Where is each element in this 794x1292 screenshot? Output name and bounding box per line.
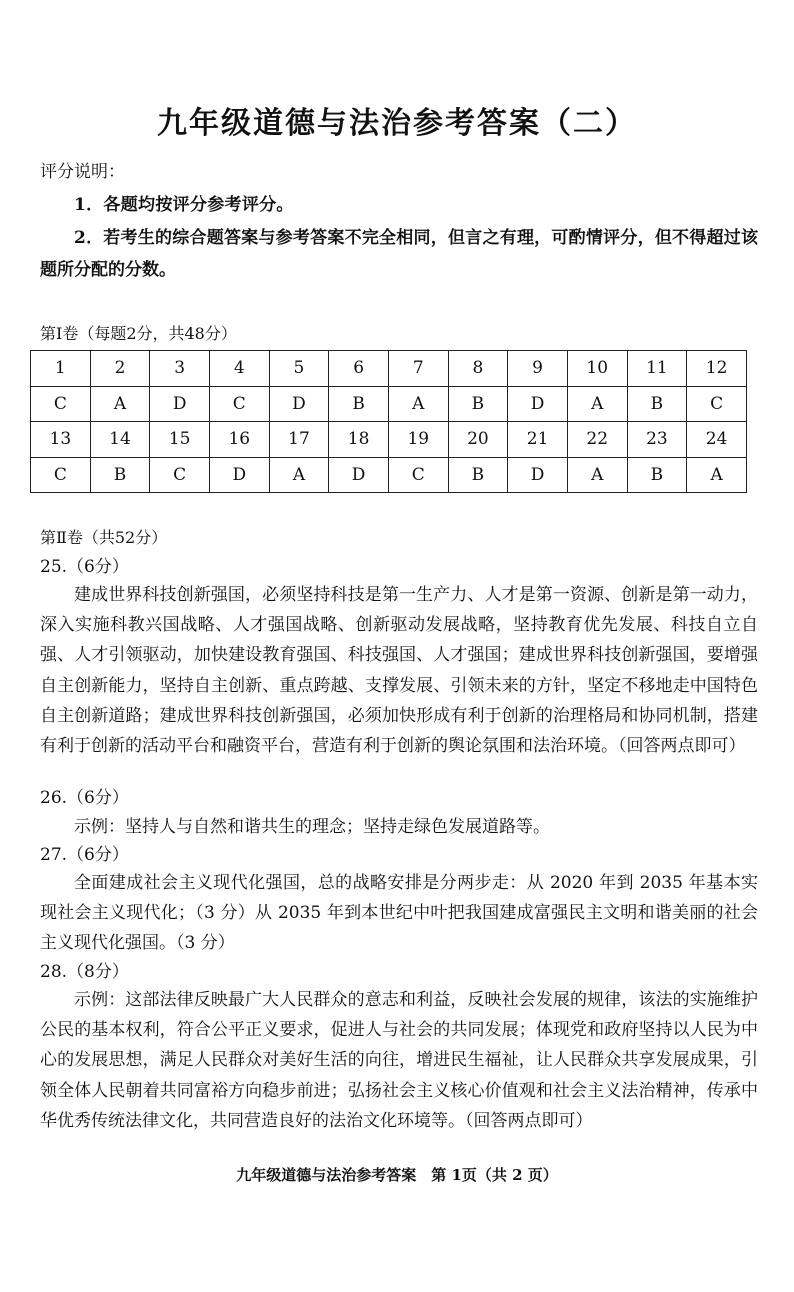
question-28-answer: 示例：这部法律反映最广大人民群众的意志和利益，反映社会发展的规律，该法的实施维护公民的基本权利，符合公平正义要求，促进人与社会的共同发展；体现党和政府坚持以人民为中心的发展思想，满足人民群众对美好生活的向往，增进民生福祉，让人民群众共享发展成果，引领全体人民朝着共同富裕方向稳步前进；弘扬社会主义核心价值观和社会主义法治精神，传承中华优秀传统法律文化，共同营造良好的法治文化环境等。（回答两点即可）: [40, 990, 758, 1131]
table-cell: B: [627, 386, 687, 422]
table-cell: 15: [150, 422, 210, 458]
table-cell: 16: [209, 422, 269, 458]
answer-table: [30, 350, 747, 493]
instruction-item-1: 1．各题均按评分参考评分。: [74, 195, 294, 215]
table-cell: C: [31, 386, 91, 422]
table-cell: 11: [627, 351, 687, 387]
table-cell: A: [388, 386, 448, 422]
page-title: 九年级道德与法治参考答案（二）: [157, 106, 637, 141]
table-cell: 9: [508, 351, 568, 387]
table-cell: 5: [269, 351, 329, 387]
table-cell: A: [567, 457, 627, 493]
table-cell: B: [329, 386, 389, 422]
table-cell: 24: [687, 422, 747, 458]
table-row-answers: [31, 457, 747, 493]
table-cell: 21: [508, 422, 568, 458]
question-28-label: 28.（8分）: [40, 962, 129, 982]
table-cell: 13: [31, 422, 91, 458]
table-cell: 2: [90, 351, 150, 387]
question-27-label: 27.（6分）: [40, 845, 129, 865]
table-row-question-numbers: [31, 422, 747, 458]
table-cell: D: [269, 386, 329, 422]
table-cell: 1: [31, 351, 91, 387]
part1-heading: 第Ⅰ卷（每题2分，共48分）: [40, 324, 237, 343]
table-cell: 7: [388, 351, 448, 387]
table-cell: C: [150, 457, 210, 493]
table-cell: B: [448, 386, 508, 422]
table-cell: 18: [329, 422, 389, 458]
instruction-item-2: 2．若考生的综合题答案与参考答案不完全相同，但言之有理，可酌情评分，但不得超过该题所分配的分数。: [40, 228, 758, 280]
table-cell: 6: [329, 351, 389, 387]
part2-heading: 第Ⅱ卷（共52分）: [40, 528, 168, 547]
table-cell: D: [508, 457, 568, 493]
question-27-answer: 全面建成社会主义现代化强国，总的战略安排是分两步走：从 2020 年到 2035 年基本实现社会主义现代化；（3 分）从 2035 年到本世纪中叶把我国建成富强民主文明和谐美丽的社会主义现代化强国。（3 分）: [40, 873, 758, 954]
table-cell: B: [627, 457, 687, 493]
table-cell: D: [150, 386, 210, 422]
question-26-answer: 示例：坚持人与自然和谐共生的理念；坚持走绿色发展道路等。: [74, 817, 550, 837]
page-footer: 九年级道德与法治参考答案 第 1页（共 2 页）: [236, 1166, 558, 1184]
table-cell: 8: [448, 351, 508, 387]
table-cell: 10: [567, 351, 627, 387]
table-cell: B: [90, 457, 150, 493]
table-cell: C: [31, 457, 91, 493]
table-cell: C: [687, 386, 747, 422]
question-25-answer: 建成世界科技创新强国，必须坚持科技是第一生产力、人才是第一资源、创新是第一动力，深入实施科教兴国战略、人才强国战略、创新驱动发展战略，坚持教育优先发展、科技自立自强、人才引领驱动，加快建设教育强国、科技强国、人才强国；建成世界科技创新强国，要增强自主创新能力，坚持自主创新、重点跨越、支撑发展、引领未来的方针，坚定不移地走中国特色自主创新道路；建成世界科技创新强国，必须加快形成有利于创新的治理格局和协同机制，搭建有利于创新的活动平台和融资平台，营造有利于创新的舆论氛围和法治环境。（回答两点即可）: [40, 585, 758, 757]
table-cell: 12: [687, 351, 747, 387]
table-cell: 14: [90, 422, 150, 458]
table-row-answers: [31, 386, 747, 422]
table-cell: 22: [567, 422, 627, 458]
table-cell: B: [448, 457, 508, 493]
table-cell: C: [388, 457, 448, 493]
table-cell: 19: [388, 422, 448, 458]
question-25-label: 25.（6分）: [40, 557, 129, 577]
table-cell: A: [567, 386, 627, 422]
table-cell: A: [269, 457, 329, 493]
table-cell: 3: [150, 351, 210, 387]
table-cell: D: [329, 457, 389, 493]
table-cell: C: [209, 386, 269, 422]
table-cell: A: [90, 386, 150, 422]
table-cell: 20: [448, 422, 508, 458]
table-cell: D: [209, 457, 269, 493]
table-cell: 4: [209, 351, 269, 387]
question-26-label: 26.（6分）: [40, 788, 129, 808]
instructions-heading: 评分说明：: [40, 162, 125, 182]
table-cell: 23: [627, 422, 687, 458]
table-row-question-numbers: [31, 351, 747, 387]
table-cell: 17: [269, 422, 329, 458]
table-cell: D: [508, 386, 568, 422]
table-cell: A: [687, 457, 747, 493]
